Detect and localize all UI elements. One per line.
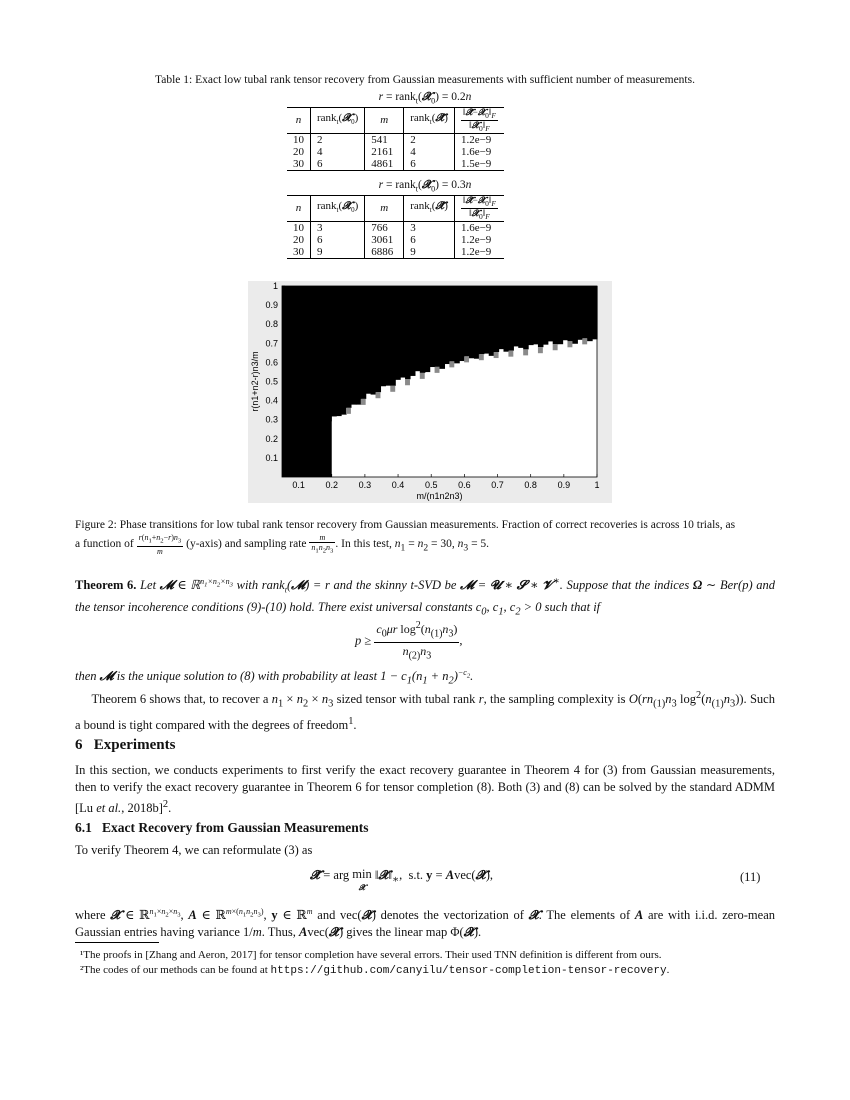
- y-tick-label: 0.5: [265, 376, 278, 387]
- failure-cell: [523, 286, 529, 349]
- failure-cell: [474, 286, 480, 359]
- y-tick-label: 0.7: [265, 338, 278, 349]
- x-tick-label: 0.9: [557, 480, 571, 490]
- failure-cell: [533, 286, 539, 344]
- x-axis-label: m/(n1n2n3): [416, 491, 463, 501]
- table-block-title-2: r = rank$_t$(𝓧$_0$) = 0.3n: [378, 179, 472, 194]
- y-axis-label: r(n1+n2-r)n3/m: [250, 351, 260, 412]
- failure-cell: [390, 286, 396, 386]
- paragraph-experiments-intro: In this section, we conducts experiments to first verify the exact recovery guarantee in Theorem 4 for (3) from Gaussian measurements, then to verify the exact recovery guarantee in Theorem 6 for tensor completion (8). Both (3) and (8) can be solved by the standard ADMM [Lu et al., 2018b]$^2$.: [75, 763, 775, 816]
- failure-region-left: [282, 286, 332, 477]
- table-row: 10 3 766 3 1.6e−9: [287, 221, 504, 234]
- x-tick-label: 0.4: [391, 480, 405, 490]
- transition-cell: [361, 399, 366, 405]
- failure-cell: [415, 286, 421, 371]
- failure-cell: [336, 286, 342, 416]
- failure-cell: [577, 286, 583, 340]
- failure-cell: [351, 286, 357, 405]
- y-tick-label: 0.9: [265, 300, 278, 311]
- results-table-2: [287, 195, 504, 259]
- failure-cell: [518, 286, 524, 348]
- y-tick-label: 0.2: [265, 433, 278, 444]
- failure-cell: [484, 286, 490, 354]
- failure-cell: [567, 286, 573, 341]
- y-tick-label: 0.1: [265, 452, 278, 463]
- table-block-title-1: r = rank$_t$(𝓧$_0$) = 0.2n: [378, 91, 472, 106]
- transition-cell: [494, 352, 499, 358]
- paragraph-reformulate: To verify Theorem 4, we can reformulate (3) as: [75, 843, 313, 857]
- failure-cell: [361, 286, 367, 399]
- failure-cell: [371, 286, 377, 395]
- failure-cell: [341, 286, 347, 415]
- failure-cell: [553, 286, 559, 344]
- footnote-2: ²The codes of our methods can be found at https://github.com/canyilu/tensor-completion-tensor-recovery.: [80, 964, 670, 977]
- col-m: m: [365, 196, 404, 222]
- failure-cell: [558, 286, 564, 344]
- failure-cell: [538, 286, 544, 347]
- col-rank-xhat: rank$_t$(𝓧̂): [404, 196, 455, 222]
- table-row: 20 6 3061 6 1.2e−9: [287, 234, 504, 246]
- x-tick-label: 0.6: [458, 480, 471, 490]
- failure-cell: [420, 286, 426, 373]
- x-tick-label: 0.5: [424, 480, 438, 490]
- x-tick-label: 1: [594, 480, 600, 490]
- failure-cell: [425, 286, 431, 372]
- transition-cell: [479, 354, 484, 360]
- col-rank-x0: rank$_t$(𝓧$_0$): [311, 196, 365, 222]
- transition-cell: [405, 379, 410, 385]
- x-tick-label: 0.7: [491, 480, 504, 490]
- x-tick-label: 0.8: [524, 480, 537, 490]
- theorem-conclusion: then 𝓜 is the unique solution to (8) with probability at least $1 - c_1(n_1 + n_2)^{-c_2}$.: [75, 668, 474, 687]
- failure-cell: [454, 286, 460, 363]
- col-rel-error: $\frac{‖𝓧̂-𝓧_0‖_F}{‖𝓧_0‖_F}$: [454, 108, 504, 134]
- failure-cell: [464, 286, 470, 356]
- transition-cell: [523, 349, 528, 355]
- footnote-rule: [75, 942, 159, 943]
- col-n: n: [287, 196, 311, 222]
- transition-cell: [464, 356, 469, 362]
- code-link[interactable]: https://github.com/canyilu/tensor-completion-tensor-recovery: [270, 965, 667, 977]
- transition-cell: [346, 408, 351, 414]
- y-tick-label: 0.3: [265, 414, 278, 425]
- failure-cell: [582, 286, 588, 338]
- failure-cell: [385, 286, 391, 386]
- paragraph-theorem6-remark: Theorem 6 shows that, to recover a $n_1 \times n_2 \times n_3$ sized tensor with tubal rank r, the sampling complexity is $O(rn_{(1)}n_3$ $\log^2(n_{(1)}n_3)$). Such a bound is tight compared with the degrees of freedom$^1$.: [75, 690, 775, 732]
- figure-caption-line1: Figure 2: Phase transitions for low tubal rank tensor recovery from Gaussian measurements. Fraction of correct recoveries is across 10 trials, as: [75, 519, 736, 531]
- table-row: 30 9 6886 9 1.2e−9: [287, 246, 504, 259]
- col-rank-x0: rank$_t$(𝓧$_0$): [311, 108, 365, 134]
- failure-cell: [444, 286, 450, 364]
- transition-cell: [567, 341, 572, 347]
- paragraph-definitions: where 𝓧 ∈ ℝ$^{n_1\times n_2\times n_3}$, A ∈ ℝ$^{m\times(n_1n_2n_3)}$, y ∈ ℝ$^m$ and vec(𝓧) denotes the vectorization of 𝓧. The elements of A are with i.i.d. zero-mean Gaussian entries having variance 1/m. Thus, Avec(𝓧) gives the linear map Φ(𝓧).: [75, 907, 775, 940]
- failure-cell: [366, 286, 372, 394]
- failure-cell: [346, 286, 352, 408]
- table-row: 10 2 541 2 1.2e−9: [287, 133, 504, 146]
- failure-cell: [587, 286, 593, 341]
- failure-cell: [449, 286, 455, 361]
- failure-cell: [503, 286, 509, 352]
- col-rank-xhat: rank$_t$(𝓧̂): [404, 108, 455, 134]
- failure-cell: [499, 286, 505, 349]
- failure-cell: [459, 286, 465, 361]
- failure-cell: [405, 286, 411, 379]
- figure-caption: [75, 518, 775, 556]
- failure-cell: [435, 286, 441, 367]
- y-tick-label: 0.8: [265, 319, 278, 330]
- failure-cell: [331, 286, 337, 416]
- theorem-label: Theorem 6.: [75, 578, 137, 593]
- failure-cell: [543, 286, 549, 345]
- failure-cell: [563, 286, 569, 340]
- table-row: 20 4 2161 4 1.6e−9: [287, 146, 504, 158]
- failure-cell: [440, 286, 446, 369]
- failure-cell: [356, 286, 362, 405]
- failure-cell: [410, 286, 416, 376]
- failure-cell: [494, 286, 500, 352]
- failure-cell: [479, 286, 485, 354]
- equation-11: 𝓧̂ = arg min 𝓧 $‖𝓧‖_∗$, s.t. y = Avec(𝓧),: [310, 867, 493, 892]
- failure-cell: [376, 286, 382, 392]
- transition-cell: [582, 338, 587, 344]
- col-n: n: [287, 108, 311, 134]
- failure-cell: [528, 286, 534, 345]
- failure-cell: [508, 286, 514, 351]
- x-tick-label: 0.3: [358, 480, 372, 490]
- col-m: m: [365, 108, 404, 134]
- failure-cell: [513, 286, 519, 346]
- failure-cell: [572, 286, 578, 344]
- transition-cell: [508, 351, 513, 357]
- x-tick-label: 0.2: [325, 480, 338, 490]
- y-tick-label: 1: [272, 281, 278, 291]
- transition-cell: [435, 367, 440, 373]
- theorem-formula: p ≥ $\frac{c_0\mu r \log^2(n_{(1)}n_3)}{n_{(2)}n_3}$ ,: [355, 620, 463, 662]
- transition-cell: [390, 386, 395, 392]
- subsection-heading: 6.1 Exact Recovery from Gaussian Measurements: [75, 820, 369, 835]
- failure-cell: [380, 286, 386, 386]
- footnote-1: ¹The proofs in [Zhang and Aeron, 2017] for tensor completion have several errors. Their used TNN definition is different from ours.: [80, 949, 662, 961]
- failure-cell: [400, 286, 406, 378]
- failure-cell: [489, 286, 495, 356]
- phase-transition-figure: [248, 281, 612, 503]
- table-row: 30 6 4861 6 1.5e−9: [287, 158, 504, 171]
- results-table-1: [287, 107, 504, 171]
- col-rel-error: $\frac{‖𝓧̂-𝓧_0‖_F}{‖𝓧_0‖_F}$: [454, 196, 504, 222]
- failure-cell: [469, 286, 475, 358]
- section-heading: 6 Experiments: [75, 737, 176, 753]
- y-tick-label: 0.6: [265, 357, 278, 368]
- transition-cell: [420, 373, 425, 379]
- table-caption: Table 1: Exact low tubal rank tensor recovery from Gaussian measurements with sufficient number of measurements.: [155, 74, 695, 86]
- phase-transition-chart: [248, 281, 612, 503]
- figure-caption-line2: a function of $\frac{r(n_1+n_2-r)n_3}{m}$ (y-axis) and sampling rate $\frac{m}{n_1n_2n_3}$ . In this test, $n_1 = n_2 = 30$, $n_3 = 5$.: [75, 533, 490, 556]
- failure-cell: [395, 286, 401, 380]
- transition-cell: [553, 344, 558, 350]
- transition-cell: [538, 347, 543, 353]
- equation-number: (11): [740, 870, 761, 884]
- failure-cell: [548, 286, 554, 341]
- x-tick-label: 0.1: [292, 480, 305, 490]
- transition-cell: [376, 392, 381, 398]
- transition-cell: [449, 361, 454, 367]
- y-tick-label: 0.4: [265, 395, 278, 406]
- failure-cell: [430, 286, 436, 367]
- theorem-6: Theorem 6. Let 𝓜 ∈ ℝ$^{n_1\times n_2\times n_3}$ with rank$_t$(𝓜) = r and the skinny t-SVD be 𝓜 = 𝓤 ∗ 𝓢 ∗ 𝓥∗. Suppose that the indices Ω ∼ Ber(p) and the tensor incoherence conditions (9)-(10) hold. There exist universal constants $c_0$, $c_1$, $c_2 > 0$ such that if: [75, 576, 775, 618]
